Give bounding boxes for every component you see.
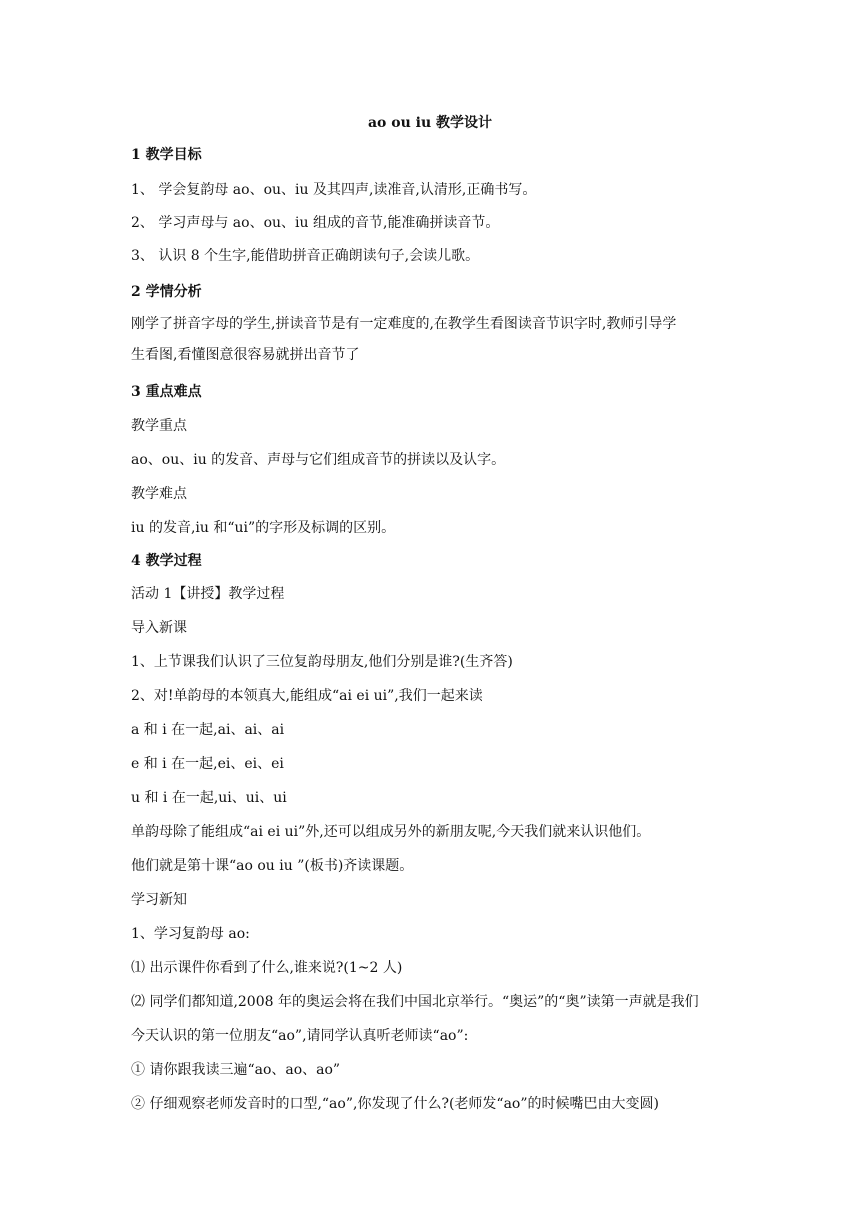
body-line: 3、 认识 8 个生字,能借助拼音正确朗读句子,会读儿歌。 <box>131 248 480 264</box>
body-line: 1、学习复韵母 ao: <box>131 926 250 942</box>
body-line: 2、 学习声母与 ao、ou、iu 组成的音节,能准确拼读音节。 <box>131 215 500 231</box>
body-line: 学习新知 <box>131 892 187 908</box>
body-line: 单韵母除了能组成“ai ei ui”外,还可以组成另外的新朋友呢,今天我们就来认识他们。 <box>131 824 651 840</box>
body-line: ① 请你跟我读三遍“ao、ao、ao” <box>131 1062 341 1078</box>
body-line: 2、对!单韵母的本领真大,能组成“ai ei ui”,我们一起来读 <box>131 688 483 704</box>
body-line: 1、 学会复韵母 ao、ou、iu 及其四声,读准音,认清形,正确书写。 <box>131 182 537 198</box>
body-line: ⑴ 出示课件你看到了什么,谁来说?(1~2 人) <box>131 960 403 976</box>
body-line: ② 仔细观察老师发音时的口型,“ao”,你发现了什么?(老师发“ao”的时候嘴巴由大变圆) <box>131 1096 659 1112</box>
body-line: iu 的发音,iu 和“ui”的字形及标调的区别。 <box>131 520 396 536</box>
section-heading: 3 重点难点 <box>131 384 202 400</box>
section-heading: 2 学情分析 <box>131 284 202 300</box>
body-line: 刚学了拼音字母的学生,拼读音节是有一定难度的,在教学生看图读音节识字时,教师引导学 <box>131 316 677 332</box>
body-line: e 和 i 在一起,ei、ei、ei <box>131 756 284 772</box>
body-line: 生看图,看懂图意很容易就拼出音节了 <box>131 347 360 363</box>
body-line: ⑵ 同学们都知道,2008 年的奥运会将在我们中国北京举行。“奥运”的“奥”读第一声就是我们 <box>131 994 699 1010</box>
body-line: 1、上节课我们认识了三位复韵母朋友,他们分别是谁?(生齐答) <box>131 654 513 670</box>
body-line: 他们就是第十课“ao ou iu ”(板书)齐读课题。 <box>131 858 414 874</box>
body-line: 教学重点 <box>131 418 187 434</box>
body-line: ao、ou、iu 的发音、声母与它们组成音节的拼读以及认字。 <box>131 452 506 468</box>
body-line: u 和 i 在一起,ui、ui、ui <box>131 790 287 806</box>
body-line: 活动 1【讲授】教学过程 <box>131 586 285 602</box>
section-heading: 4 教学过程 <box>131 553 202 569</box>
document-title: ao ou iu 教学设计 <box>367 115 493 131</box>
body-line: a 和 i 在一起,ai、ai、ai <box>131 722 285 738</box>
section-heading: 1 教学目标 <box>131 147 202 163</box>
body-line: 教学难点 <box>131 486 187 502</box>
body-line: 今天认识的第一位朋友“ao”,请同学认真听老师读“ao”: <box>131 1028 469 1044</box>
body-line: 导入新课 <box>131 620 187 636</box>
